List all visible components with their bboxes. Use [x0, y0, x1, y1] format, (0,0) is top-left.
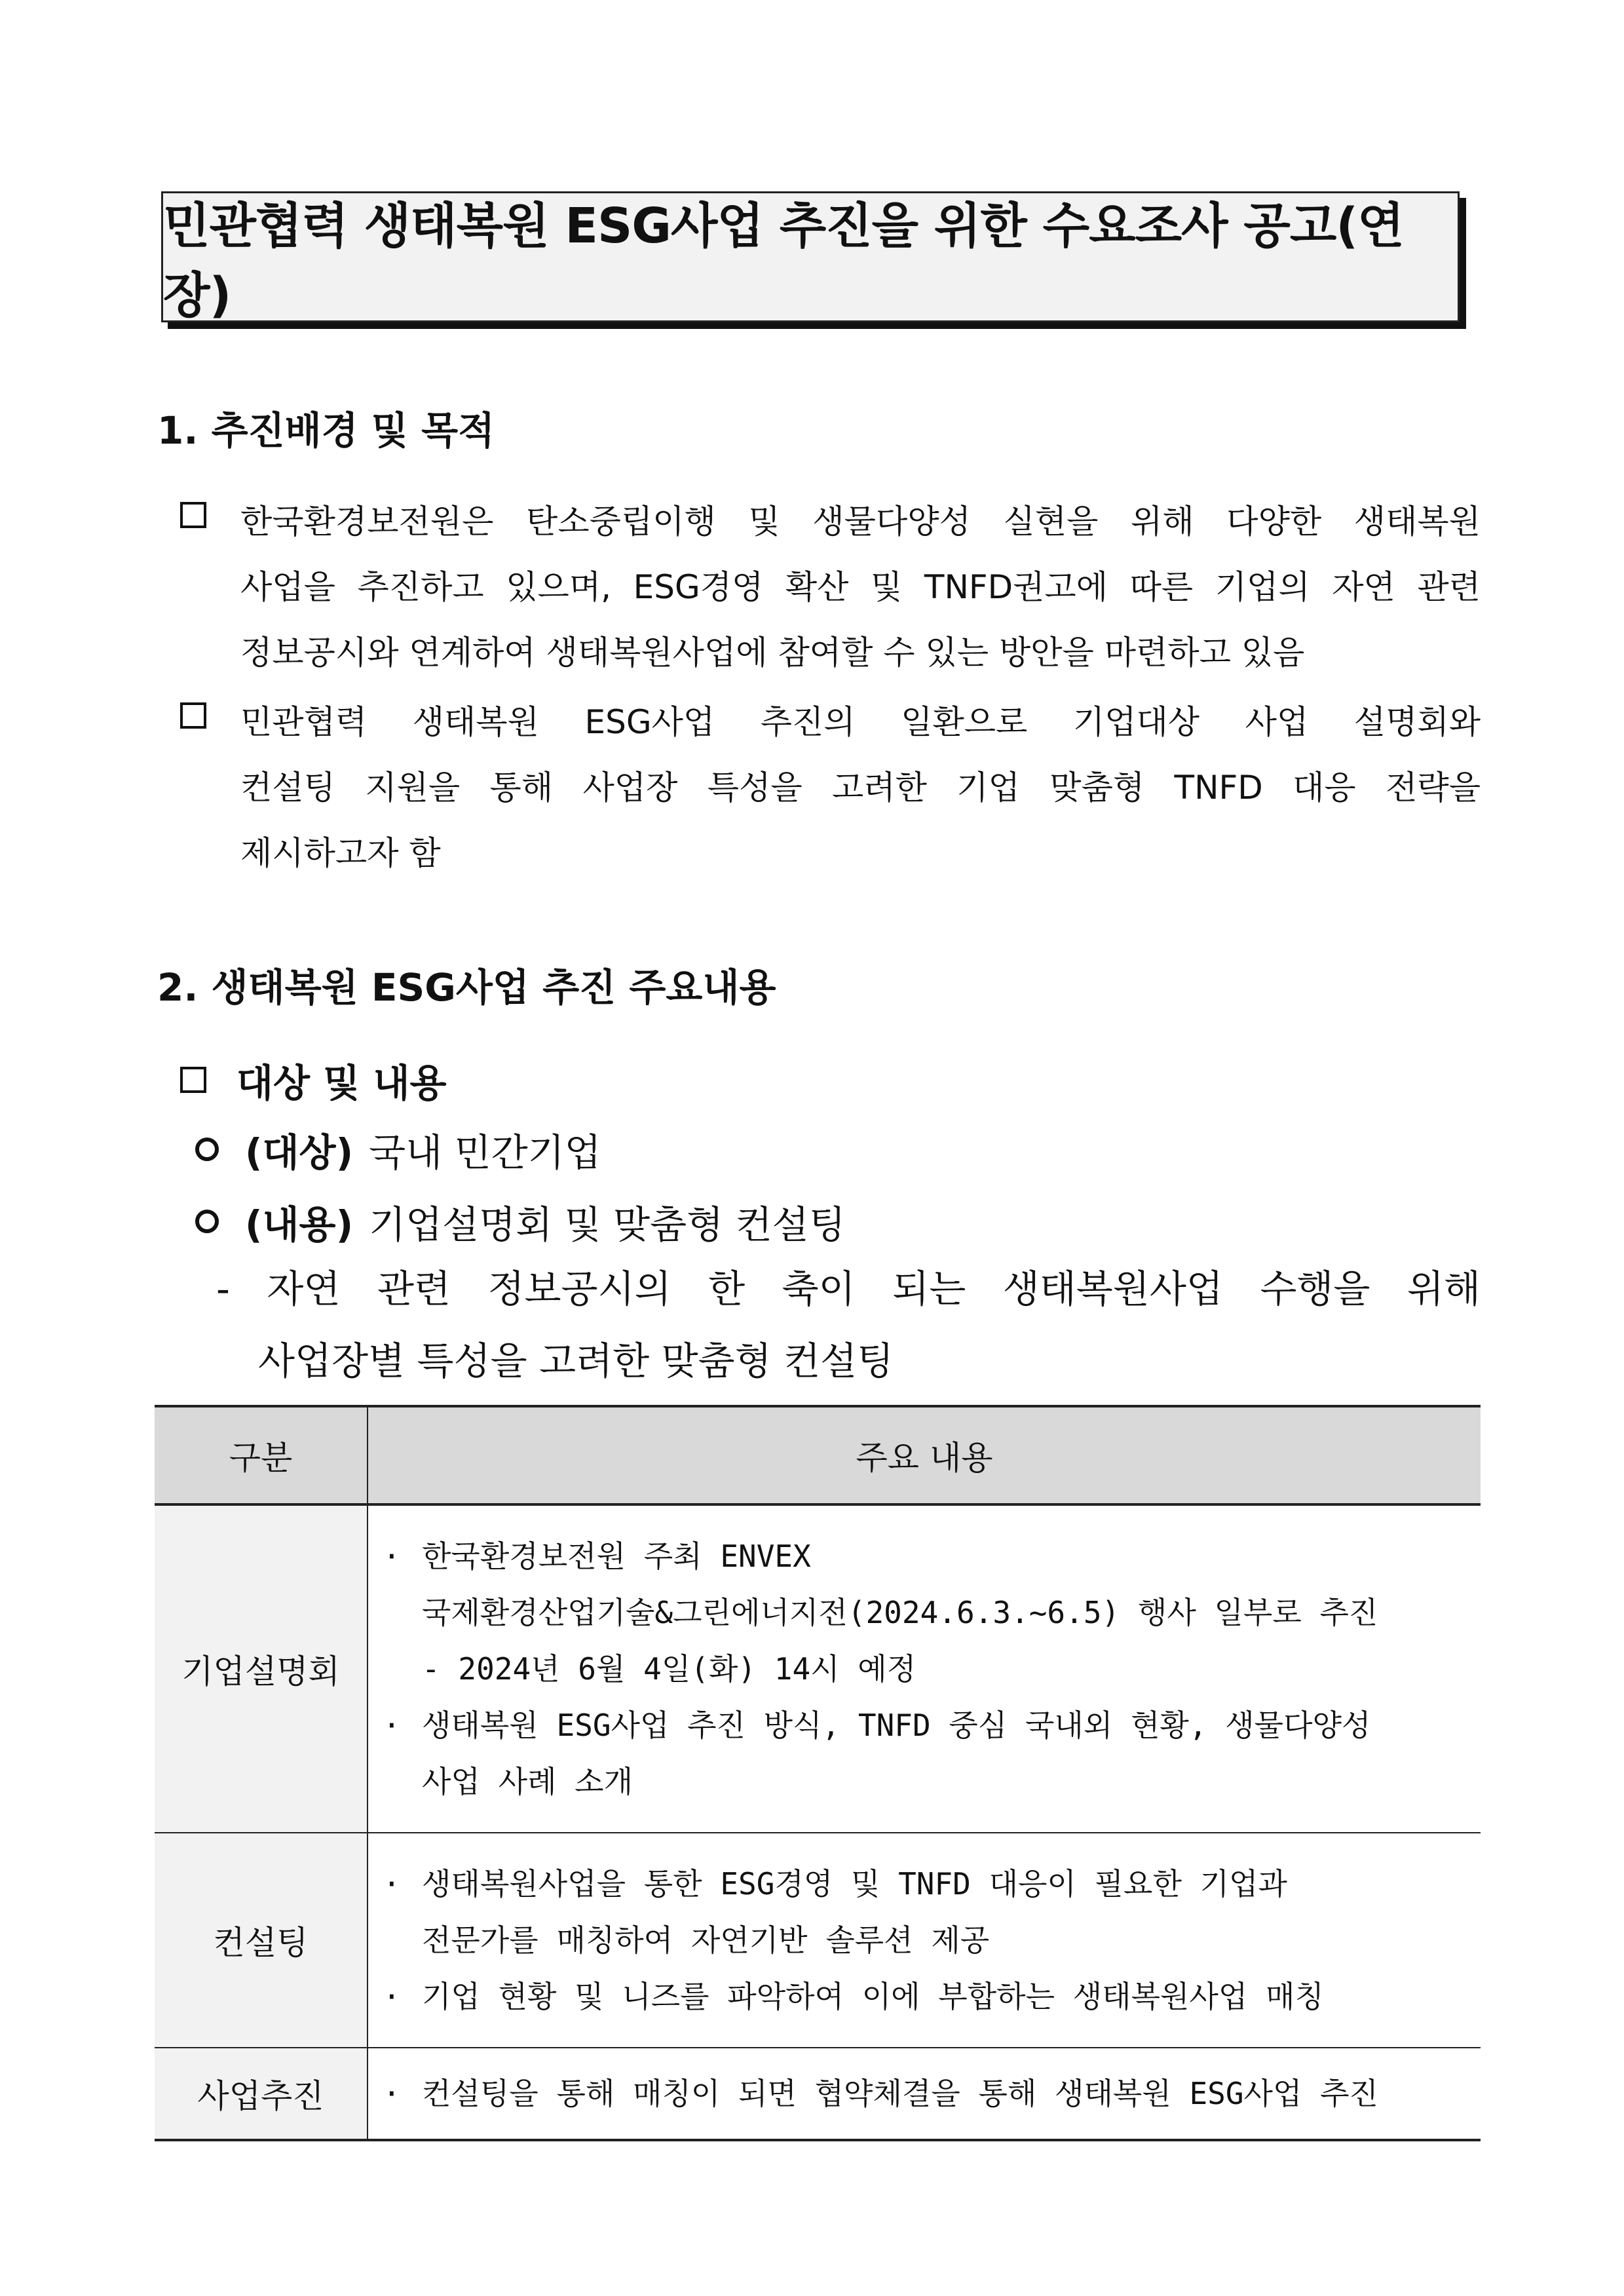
- document-title: 민관협력 생태복원 ESG사업 추진을 위한 수요조사 공고(연장): [163, 198, 1404, 324]
- row-category: 사업추진: [155, 2048, 368, 2140]
- subheading: [180, 1052, 447, 1107]
- content-line: 생태복원 ESG사업 추진 방식, TNFD 중심 국내외 현황, 생물다양성: [422, 1708, 1371, 1743]
- item-label: (내용): [245, 1202, 354, 1247]
- paragraph-line: 민관협력 생태복원 ESG사업 추진의 일환으로 기업대상 사업 설명회와: [240, 703, 1481, 741]
- bullet-dot: ·: [383, 1539, 401, 1574]
- dash-line: 사업장별 특성을 고려한 맞춤형 컨설팅: [258, 1339, 894, 1383]
- section1-paragraph-1: [180, 489, 1481, 685]
- table-row: [155, 1833, 1481, 2048]
- section1-heading: 1. 추진배경 및 목적: [157, 408, 495, 453]
- row-content: [368, 1833, 1481, 2048]
- checkbox-square-icon: [180, 1067, 206, 1093]
- content-item: [195, 1194, 846, 1249]
- paragraph-line: 컨설팅 지원을 통해 사업장 특성을 고려한 기업 맞춤형 TNFD 대응 전략을: [240, 769, 1481, 807]
- item-label: (대상): [245, 1130, 354, 1175]
- table-row: [155, 1504, 1481, 1833]
- paragraph-line: 사업을 추진하고 있으며, ESG경영 확산 및 TNFD권고에 따른 기업의 자연 관련: [240, 568, 1481, 606]
- content-line: 컨설팅을 통해 매칭이 되면 협약체결을 통해 생태복원 ESG사업 추진: [422, 2076, 1378, 2111]
- row-category: 컨설팅: [155, 1833, 368, 2048]
- item-text: 국내 민간기업: [369, 1130, 601, 1175]
- content-line: 기업 현황 및 니즈를 파악하여 이에 부합하는 생태복원사업 매칭: [422, 1979, 1324, 2014]
- row-category: 기업설명회: [155, 1504, 368, 1833]
- content-line: 생태복원사업을 통한 ESG경영 및 TNFD 대응이 필요한 기업과: [422, 1866, 1287, 1902]
- section2-heading: 2. 생태복원 ESG사업 추진 주요내용: [157, 965, 776, 1010]
- bullet-dot: ·: [383, 1979, 401, 2014]
- bullet-dot: ·: [383, 1708, 401, 1743]
- bullet-dot: ·: [383, 2076, 401, 2111]
- paragraph-line: 정보공시와 연계하여 생태복원사업에 참여할 수 있는 방안을 마련하고 있음: [240, 634, 1305, 672]
- content-line: 전문가를 매칭하여 자연기반 솔루션 제공: [422, 1923, 990, 1958]
- content-line: - 2024년 6월 4일(화) 14시 예정: [422, 1651, 916, 1687]
- paragraph-line: 제시하고자 함: [240, 834, 441, 872]
- subheading-text: 대상 및 내용: [236, 1061, 447, 1105]
- item-text: 기업설명회 및 맞춤형 컨설팅: [369, 1202, 846, 1247]
- bullet-dot: ·: [383, 1866, 401, 1902]
- checkbox-square-icon: [180, 502, 206, 528]
- target-item: [195, 1122, 601, 1177]
- circle-bullet-icon: [195, 1138, 219, 1161]
- content-line: 국제환경산업기술&그린에너지전(2024.6.3.~6.5) 행사 일부로 추진: [422, 1595, 1378, 1630]
- section1-paragraph-2: [180, 689, 1481, 886]
- row-content: [368, 1504, 1481, 1833]
- summary-table: [155, 1405, 1481, 2141]
- table-header-row: [155, 1406, 1481, 1504]
- header-category: 구분: [155, 1406, 368, 1504]
- title-box: [161, 191, 1460, 322]
- dash-item: [216, 1253, 1481, 1397]
- checkbox-square-icon: [180, 702, 206, 729]
- table-row: [155, 2048, 1481, 2140]
- content-line: 한국환경보전원 주최 ENVEX: [422, 1539, 811, 1574]
- content-line: 사업 사례 소개: [422, 1764, 633, 1799]
- header-content: 주요 내용: [368, 1406, 1481, 1504]
- paragraph-line: 한국환경보전원은 탄소중립이행 및 생물다양성 실현을 위해 다양한 생태복원: [240, 503, 1481, 541]
- dash-line: - 자연 관련 정보공시의 한 축이 되는 생태복원사업 수행을 위해: [216, 1267, 1481, 1311]
- row-content: [368, 2048, 1481, 2140]
- circle-bullet-icon: [195, 1210, 219, 1233]
